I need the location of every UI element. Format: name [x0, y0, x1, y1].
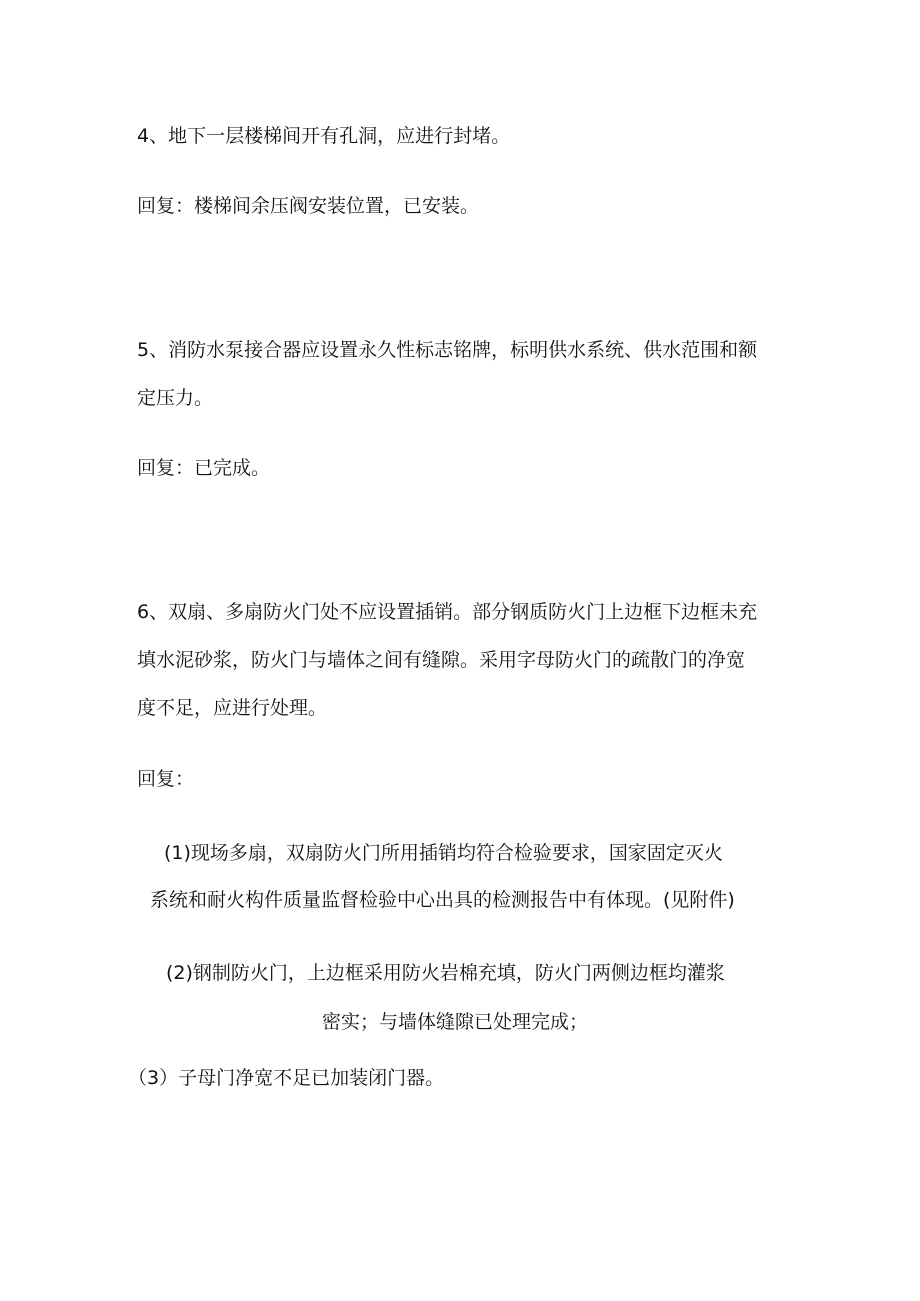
reply-6-item-1-line-1: (1)现场多扇，双扇防火门所用插销均符合检验要求，国家固定灭火 [164, 842, 723, 864]
reply-6-item-3: （3）子母门净宽不足已加装闭门器。 [128, 1067, 445, 1089]
reply-6: 回复： [137, 768, 195, 790]
issue-4-line-1: 4、地下一层楼梯间开有孔洞，应进行封堵。 [137, 125, 511, 147]
issue-6-line-2: 填水泥砂浆，防火门与墙体之间有缝隙。采用字母防火门的疏散门的净宽 [137, 649, 746, 671]
reply-6-item-1-line-2: 系统和耐火构件质量监督检验中心出具的检测报告中有体现。(见附件) [150, 889, 735, 911]
issue-5-line-1: 5、消防水泵接合器应设置永久性标志铭牌，标明供水系统、供水范围和额 [137, 339, 758, 361]
issue-5-line-2: 定压力。 [137, 387, 214, 409]
reply-6-item-2-line-2: 密实；与墙体缝隙已处理完成； [322, 1011, 589, 1033]
reply-6-item-2-line-1: (2)钢制防火门，上边框采用防火岩棉充填，防火门两侧边框均灌浆 [166, 962, 725, 984]
issue-6-line-1: 6、双扇、多扇防火门处不应设置插销。部分钢质防火门上边框下边框未充 [137, 601, 758, 623]
reply-5: 回复：已完成。 [137, 457, 271, 479]
issue-6-line-3: 度不足，应进行处理。 [137, 697, 328, 719]
reply-4: 回复：楼梯间余压阀安装位置，已安装。 [137, 195, 480, 217]
